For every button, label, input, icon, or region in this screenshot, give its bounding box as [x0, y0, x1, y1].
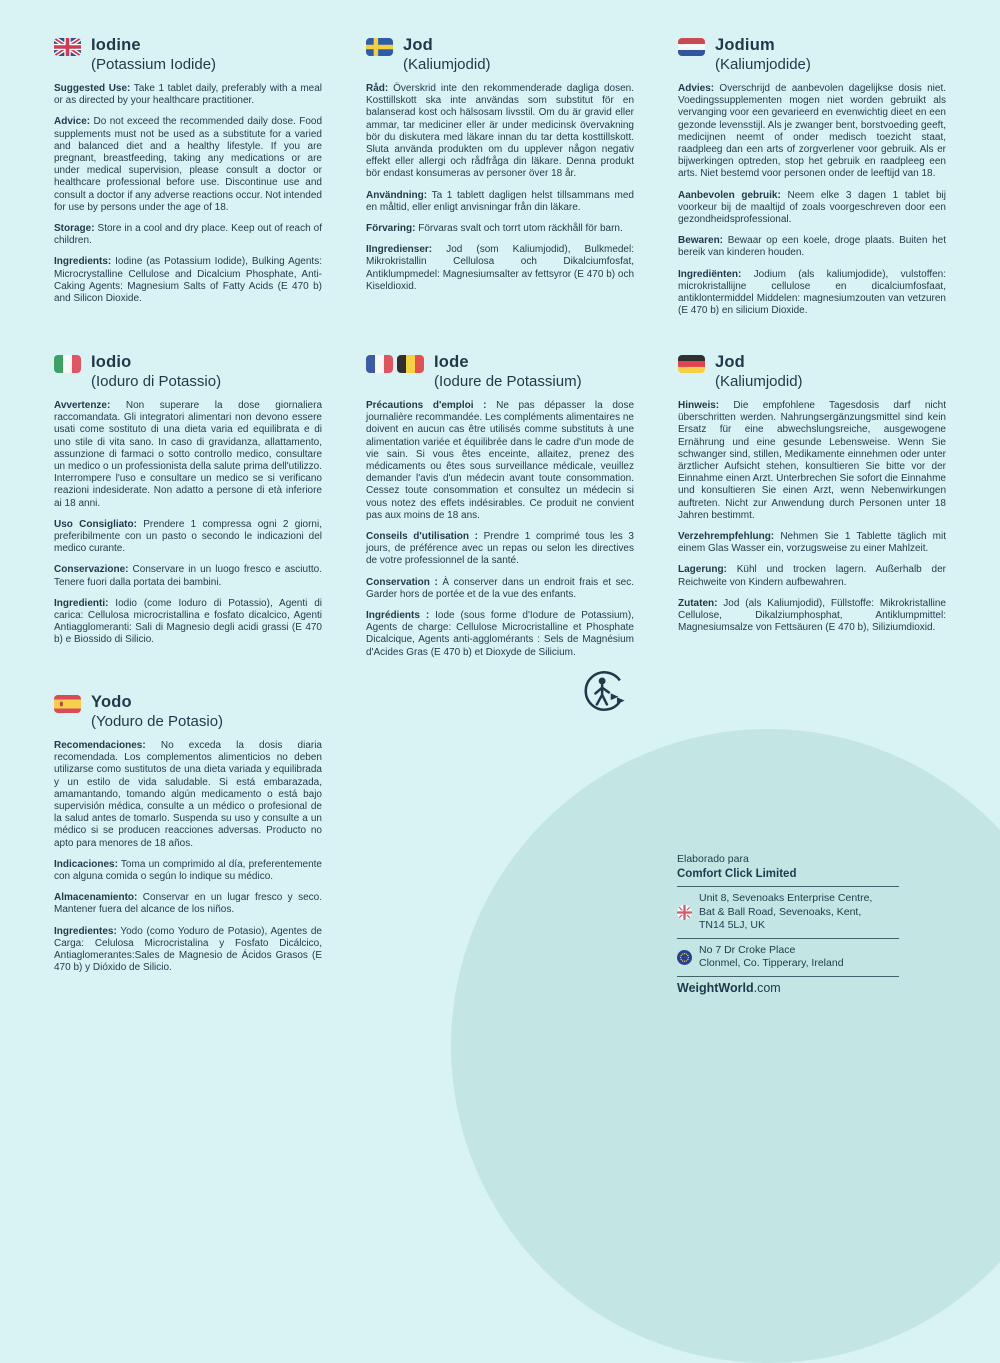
- info-paragraph: [54, 519, 322, 556]
- belgium-flag-icon: [397, 355, 424, 373]
- info-paragraph: [54, 892, 322, 916]
- info-paragraph: [678, 83, 946, 181]
- info-paragraph: [54, 926, 322, 975]
- info-paragraph: [366, 531, 634, 568]
- section-italian: [54, 352, 322, 656]
- section-header: [54, 35, 322, 74]
- paragraph-label: Conseils d'utilisation :: [366, 531, 478, 543]
- italy-flag-icon: [54, 355, 81, 373]
- paragraph-text: Yodo (como Yoduro de Potasio), Agentes de Carga: Celulosa Microcristalina y Fosfato Dicálcico, Antiaglomerantes:Sales de Magnesio de Ácidos Grasos (E 470 b) y Dióxido de Silicio.: [54, 925, 322, 974]
- spain-flag-icon: [54, 695, 81, 713]
- info-paragraph: [54, 256, 322, 305]
- section-spanish: [54, 692, 322, 983]
- info-paragraph: [54, 116, 322, 214]
- netherlands-flag-icon: [678, 38, 705, 56]
- info-paragraph: [678, 190, 946, 227]
- section-subtitle: (Ioduro di Potassio): [91, 373, 222, 390]
- uk-flag-icon: [54, 38, 81, 56]
- paragraph-label: Advice:: [54, 116, 91, 128]
- paragraph-label: Ingredienti:: [54, 597, 109, 609]
- section-title: Jod: [715, 353, 745, 371]
- paragraph-label: Storage:: [54, 223, 95, 235]
- made-for-label: Elaborado para: [677, 853, 749, 865]
- uk-address: [699, 892, 899, 933]
- paragraph-label: Ingredientes:: [54, 925, 117, 937]
- paragraph-text: Iodine (as Potassium Iodide), Bulking Agents: Microcrystalline Cellulose and Dicalcium Phosphate, Anti-Caking Agents: Magnesium Salts of Fatty Acids (E 470 b) and Silicon Dioxide.: [54, 256, 322, 305]
- info-paragraph: [678, 531, 946, 555]
- section-subtitle: (Potassium Iodide): [91, 56, 217, 73]
- paragraph-label: Conservazione:: [54, 564, 129, 576]
- divider: [677, 976, 899, 977]
- ireland-address-row: [677, 944, 899, 971]
- info-paragraph: [678, 564, 946, 588]
- paragraph-label: Råd:: [366, 83, 389, 94]
- paragraph-text: À conserver dans un endroit frais et sec. Garder hors de portée et de la vue des enfants.: [366, 576, 635, 600]
- paragraph-text: Prendre 1 comprimé tous les 3 jours, de préférence avec un repas ou selon les directives de votre professionnel de la santé.: [366, 531, 634, 567]
- paragraph-text: Nehmen Sie 1 Tablette täglich mit einem Glas Wasser ein, vorzugsweise zu einer Mahlzeit.: [678, 531, 946, 555]
- germany-flag-icon: [678, 355, 705, 373]
- section-subtitle: (Yoduro de Potasio): [91, 713, 224, 730]
- info-paragraph: [54, 223, 322, 247]
- website-tld: .com: [753, 980, 781, 995]
- section-english: [54, 35, 322, 314]
- france-flag-icon: [366, 355, 393, 373]
- paragraph-text: Die empfohlene Tagesdosis darf nicht überschritten werden. Nahrungsergänzungsmittel sind kein Ersatz für eine abwechslungsreiche, ausgewogene Ernährung und eine gesunde Lebensweise. Wenn Sie schwanger sind, stillen, Medikamente einnehmen oder unter ärztlicher Aufsicht stehen, konsultieren Sie bitte vor der Einnahme einen Arzt. Unterbrechen Sie sofort die Einnahme und konsultieren Sie einen Arzt, wenn Nebenwirkungen auftreten. Nicht zur Anwendung durch Personen unter 18 Jahren bestimmt.: [678, 400, 946, 521]
- paragraph-text: Non superare la dose giornaliera raccomandata. Gli integratori alimentari non devono essere usati come sostituto di una dieta varia ed equilibrata e di uno stile di vita sano. In caso di gravidanza, allattamento, assunzione di farmaci o sotto controllo medico, consultare un medico o un professionista della salute prima dell'utilizzo. Interrompere l'uso e consultare un medico se si verificano reazioni indesiderate. Non adatto a persone di età inferiore ai 18 anni.: [54, 400, 323, 509]
- section-header: [54, 692, 322, 731]
- paragraph-text: Do not exceed the recommended daily dose. Food supplements must not be used as a substitute for a varied and balanced diet and a healthy lifestyle. If you are pregnant, breastfeeding, taking any medications or are under medical supervision, please consult a doctor or healthcare professional before use. Discontinue use and consult a doctor if any adverse reactions occur. Not intended for use by persons under the age of 18.: [54, 116, 322, 213]
- info-paragraph: [54, 400, 322, 510]
- paragraph-label: Förvaring:: [366, 223, 416, 235]
- section-header: [366, 352, 634, 391]
- address-line: Bat & Ball Road, Sevenoaks, Kent,: [699, 905, 862, 918]
- paragraph-text: Överskrid inte den rekommenderade dagliga dosen. Kosttillskott ska inte användas som substitut för en balanserad kost och hälsosam livsstil. Om du är gravid eller ammar, tar mediciner eller är under medicinsk övervakning bör du diskutera med läkare innan du tar detta kosttillskott. Sluta använda produkten om du upplever någon negativ effekt eller allergi och rådfråga din läkare. Denna produkt bör endast konsumeras av personer över 18 år.: [366, 83, 634, 180]
- address-line: Unit 8, Sevenoaks Enterprise Centre,: [699, 892, 873, 904]
- sweden-flag-icon: [366, 38, 393, 56]
- paragraph-text: Overschrijd de aanbevolen dagelijkse dosis niet. Voedingssupplementen mogen niet worden gebruikt als vervanging voor een gevarieerd en evenwichtig dieet en een gezonde levensstijl. Als je zwanger bent, borstvoeding geeft, medicijnen neemt of onder medisch toezicht staat, raadpleeg dan een arts of zorgverlener voor gebruik. Als er bijwerkingen optreden, stop het gebruik en raadpleeg een arts. Niet bestemd voor personen onder de leeftijd van 18.: [678, 83, 947, 180]
- info-paragraph: [366, 223, 634, 235]
- uk-address-row: [677, 892, 899, 933]
- section-subtitle: (Iodure de Potassium): [434, 373, 582, 390]
- paragraph-label: Précautions d'emploi :: [366, 400, 487, 411]
- section-header: [678, 352, 946, 391]
- divider: [677, 886, 899, 887]
- section-header: [54, 352, 322, 391]
- section-title: Yodo: [91, 693, 132, 711]
- info-paragraph: [678, 235, 946, 259]
- info-paragraph: [54, 740, 322, 850]
- manufacturer-info: [677, 853, 899, 995]
- section-header: [366, 35, 634, 74]
- info-paragraph: [366, 244, 634, 293]
- paragraph-label: Användning:: [366, 189, 428, 201]
- info-paragraph: [678, 269, 946, 318]
- paragraph-label: Conservation :: [366, 576, 438, 588]
- section-subtitle: (Kaliumjodid): [403, 56, 491, 73]
- eu-round-flag-icon: [677, 950, 692, 965]
- paragraph-text: Prendere 1 compressa ogni 2 giorni, preferibilmente con un pasto o secondo le indicazioni del medico curante.: [54, 518, 322, 555]
- website-brand: WeightWorld: [677, 980, 754, 995]
- paragraph-label: Bewaren:: [678, 235, 724, 247]
- paragraph-label: Avvertenze:: [54, 400, 111, 411]
- paragraph-text: Ne pas dépasser la dose journalière recommandée. Les compléments alimentaires ne doivent en aucun cas être utilisés comme substituts à une alimentation variée et équilibrée dans le cadre d'un mode de vie sain. Si vous êtes enceinte, allaitez, prenez des médicaments ou êtes sous surveillance médicale, veuillez demander l'avis d'un médecin avant toute consommation. Cessez toute consommation et consultez un médecin si vous notez des effets indésirables. Ce produit ne convient pas aux moins de 18 ans.: [366, 400, 635, 521]
- info-paragraph: [54, 83, 322, 107]
- info-paragraph: [54, 859, 322, 883]
- section-title: Iodine: [91, 36, 141, 54]
- paragraph-text: Iodio (come Ioduro di Potassio), Agenti di carica: Cellulosa microcristallina e fosfato dicalcico, Agenti Antiagglomeranti: Sali di Magnesio degli acidi grassi (E 470 b) e Biossido di Silicio.: [54, 597, 322, 646]
- paragraph-text: Conservare in un luogo fresco e asciutto. Tenere fuori dalla portata dei bambini.: [54, 564, 322, 588]
- info-paragraph: [678, 400, 946, 522]
- section-subtitle: (Kaliumjodide): [715, 56, 811, 73]
- paragraph-text: Ta 1 tablett dagligen helst tillsammans med en måltid, eller enligt anvisningar från din läkare.: [366, 189, 634, 213]
- section-title: Jodium: [715, 36, 775, 54]
- paragraph-label: Uso Consigliato:: [54, 518, 137, 530]
- section-title: Jod: [403, 36, 433, 54]
- paragraph-label: Almacenamiento:: [54, 892, 138, 904]
- paragraph-text: Jodium (als kaliumjodide), vulstoffen: microkristallijne cellulose en dicalciumfosfaat, antiklontermiddel Middelen: magnesiumzouten van vetzuren (E 470 b) en silicium Dioxide.: [678, 268, 947, 317]
- paragraph-label: Verzehrempfehlung:: [678, 531, 775, 543]
- paragraph-text: Jod (als Kaliumjodid), Füllstoffe: Mikrokristalline Cellulose, Dikalziumphosphat, Antiklumpmittel: Magnesiumsalze von Fettsäuren (E 470 b), Siliziumdioxid.: [678, 597, 946, 634]
- paragraph-label: Zutaten:: [678, 597, 718, 609]
- paragraph-label: IIngredienser:: [366, 244, 433, 256]
- info-paragraph: [366, 83, 634, 181]
- decorative-circle: [451, 729, 1000, 1363]
- paragraph-text: No exceda la dosis diaria recomendada. Los complementos alimenticios no deben utilizarse como sustitutos de una dieta variada y equilibrada y un estilo de vida saludable. Si está embarazada, amamantando, tomando algún medicamento o está bajo supervisión médica, consulte a un médico o profesional de la salud antes de tomarlo. Suspenda su uso y consulte a un médico si se producen reacciones adversas. Producto no apto para menores de 18 años.: [54, 740, 322, 849]
- paragraph-label: Hinweis:: [678, 400, 720, 411]
- paragraph-text: Kühl und trocken lagern. Außerhalb der Reichweite von Kindern aufbewahren.: [678, 564, 947, 588]
- address-line: TN14 5LJ, UK: [699, 919, 765, 931]
- company-name: Comfort Click Limited: [677, 867, 797, 880]
- paragraph-text: Neem elke 3 dagen 1 tablet bij voorkeur bij de maaltijd of zoals voorgeschreven door een gezondheidsprofessional.: [678, 189, 947, 226]
- divider: [677, 938, 899, 939]
- paragraph-label: Aanbevolen gebruik:: [678, 189, 781, 201]
- paragraph-label: Advies:: [678, 83, 715, 94]
- website-url: [677, 982, 899, 996]
- paragraph-label: Indicaciones:: [54, 858, 118, 870]
- paragraph-text: Conservar en un lugar fresco y seco. Mantener fuera del alcance de los niños.: [54, 892, 322, 916]
- section-swedish: [366, 35, 634, 302]
- info-paragraph: [366, 190, 634, 214]
- section-subtitle: (Kaliumjodid): [715, 373, 803, 390]
- paragraph-text: Store in a cool and dry place. Keep out of reach of children.: [54, 223, 322, 247]
- triman-recycle-icon: [366, 668, 628, 714]
- info-paragraph: [54, 598, 322, 647]
- ireland-address: [699, 944, 899, 971]
- paragraph-text: Bewaar op een koele, droge plaats. Buiten het bereik van kinderen houden.: [678, 235, 946, 259]
- info-paragraph: [366, 577, 634, 601]
- info-paragraph: [54, 564, 322, 588]
- section-german: [678, 352, 946, 643]
- section-french: [366, 352, 634, 714]
- paragraph-label: Suggested Use:: [54, 83, 131, 94]
- section-dutch: [678, 35, 946, 326]
- section-title: Iode: [434, 353, 469, 371]
- info-paragraph: [366, 400, 634, 522]
- info-paragraph: [366, 610, 634, 659]
- info-paragraph: [678, 598, 946, 635]
- paragraph-text: Förvaras svalt och torrt utom räckhåll för barn.: [418, 223, 623, 235]
- paragraph-label: Ingrediënten:: [678, 268, 742, 280]
- section-header: [678, 35, 946, 74]
- paragraph-label: Recomendaciones:: [54, 740, 146, 751]
- address-line: Clonmel, Co. Tipperary, Ireland: [699, 957, 844, 969]
- paragraph-text: Toma un comprimido al día, preferentemente con alguna comida o según lo indique su médico.: [54, 858, 322, 883]
- paragraph-text: Jod (som Kaliumjodid), Bulkmedel: Mikrokristallin Cellulosa och Dikalciumfosfat, Antiklumpmedel: Magnesiumsalter av fettsyror (E 470 b) och Kiseldioxid.: [366, 244, 634, 292]
- paragraph-text: Take 1 tablet daily, preferably with a meal or as directed by your healthcare practitioner.: [54, 83, 322, 107]
- address-line: No 7 Dr Croke Place: [699, 943, 796, 956]
- section-title: Iodio: [91, 353, 132, 371]
- paragraph-text: Iode (sous forme d'Iodure de Potassium), Agents de charge: Cellulose Microcristalline et Phosphate Dicalcique, Agents anti-agglomérants : Sels de Magnésium d'Acides Gras (E 470 b) et Dioxyde de Silicium.: [366, 610, 634, 658]
- paragraph-label: Ingredients:: [54, 256, 112, 268]
- uk-round-flag-icon: [677, 905, 692, 920]
- paragraph-label: Lagerung:: [678, 564, 727, 576]
- paragraph-label: Ingrédients :: [366, 610, 430, 622]
